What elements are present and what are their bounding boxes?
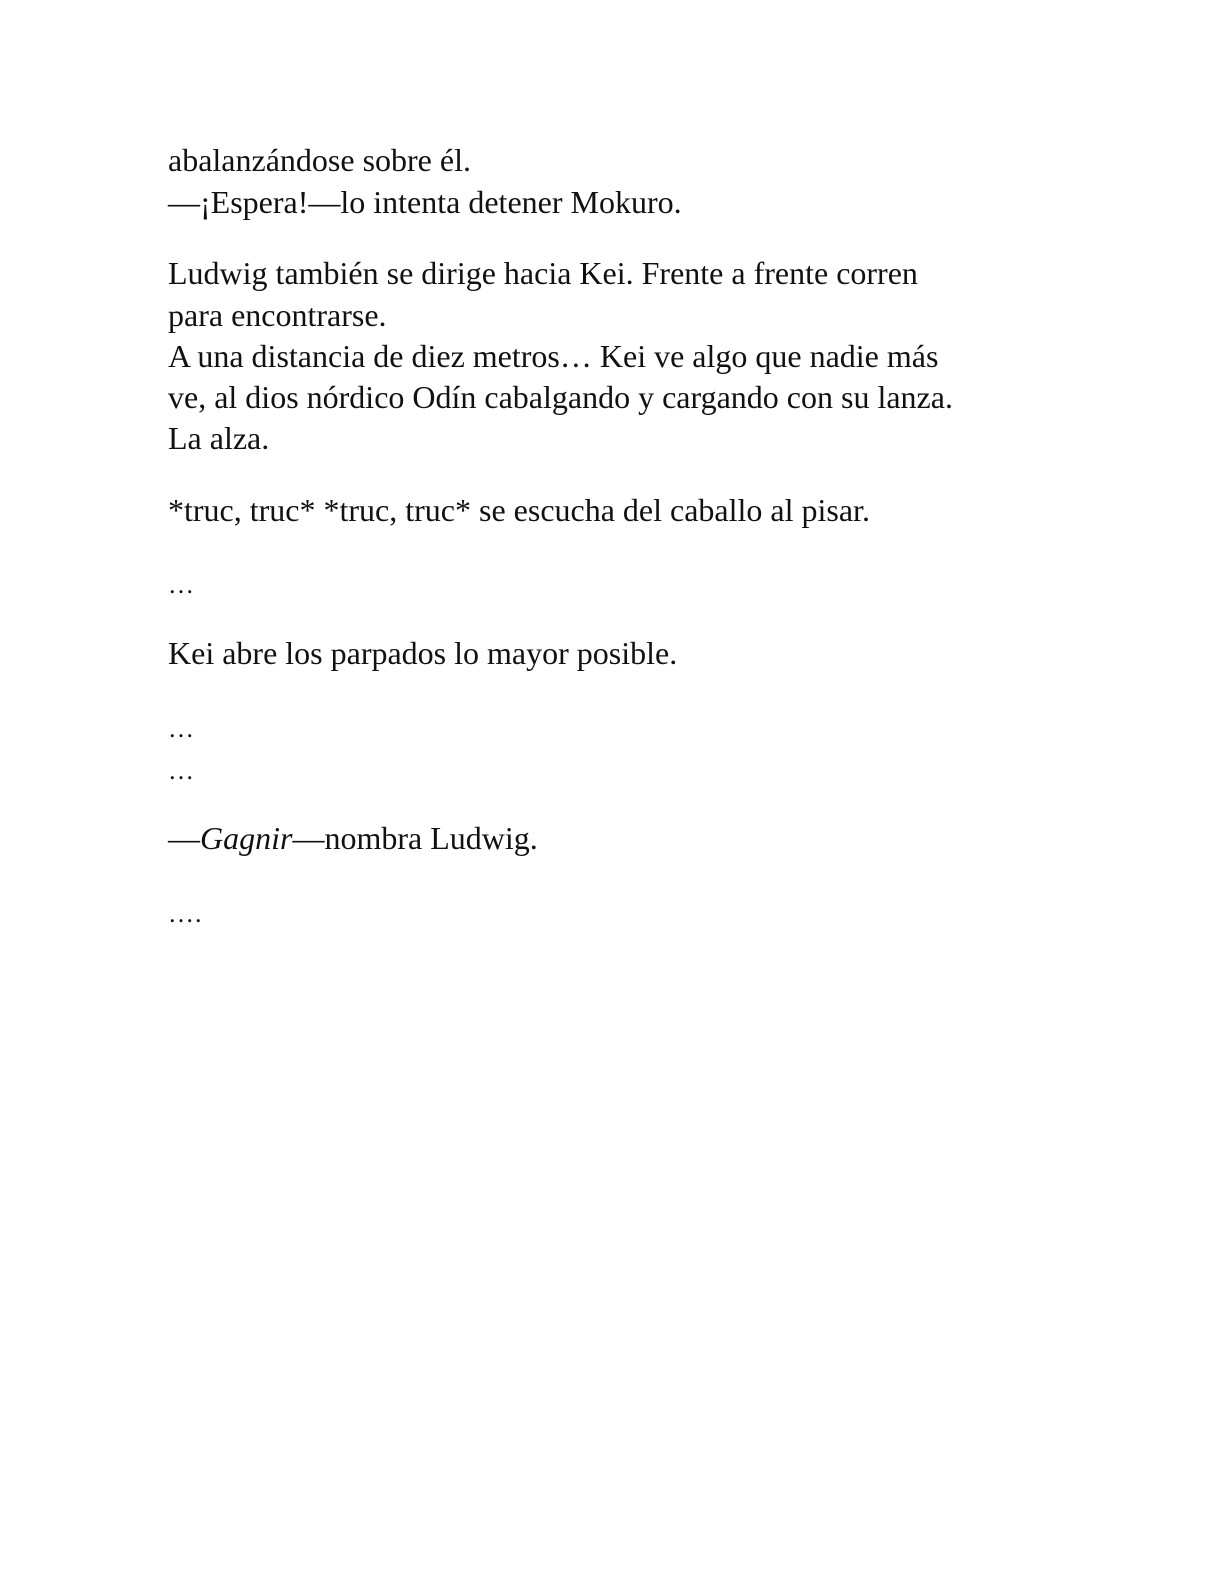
text-line: abalanzándose sobre él. <box>168 142 471 178</box>
dialogue-line <box>168 817 538 859</box>
ellipsis-line: … <box>168 570 195 599</box>
text-line: *truc, truc* *truc, truc* se escucha del caballo al pisar. <box>168 492 870 528</box>
ellipsis-line: … <box>168 714 195 743</box>
italic-word: Gagnir <box>200 820 293 856</box>
text-line: Ludwig también se dirige hacia Kei. Frente a frente corren <box>168 255 918 291</box>
dialogue-tail: —nombra Ludwig. <box>292 820 538 856</box>
ellipsis-line: …. <box>168 899 203 928</box>
text-line: A una distancia de diez metros… Kei ve algo que nadie más <box>168 338 939 374</box>
ellipsis-line: … <box>168 756 195 785</box>
text-line: La alza. <box>168 420 270 456</box>
text-line: para encontrarse. <box>168 297 387 333</box>
text-line: Kei abre los parpados lo mayor posible. <box>168 635 678 671</box>
text-line: ve, al dios nórdico Odín cabalgando y cargando con su lanza. <box>168 379 953 415</box>
em-dash: — <box>168 820 200 856</box>
text-line: —¡Espera!—lo intenta detener Mokuro. <box>168 184 682 220</box>
